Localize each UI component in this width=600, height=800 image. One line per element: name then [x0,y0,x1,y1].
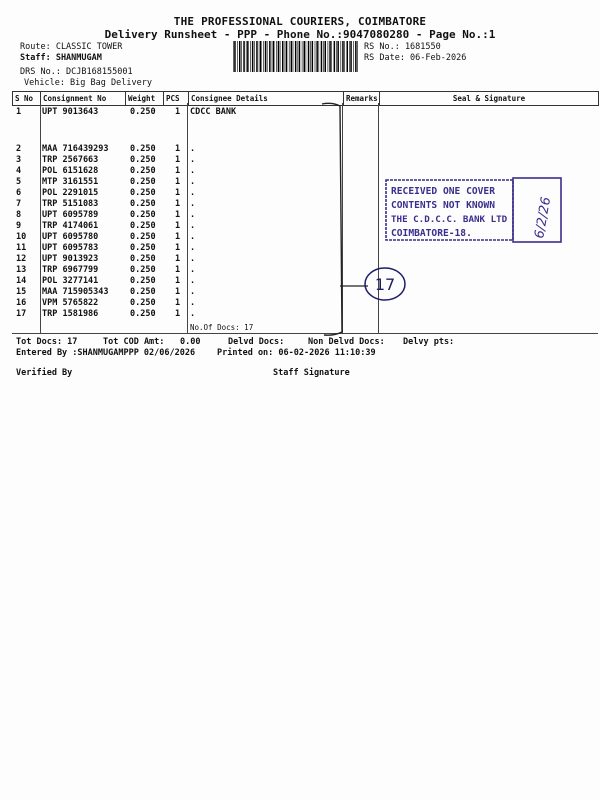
table-row [12,210,342,221]
staff-label: Staff: SHANMUGAM [20,53,102,63]
row-weight: 0.250 [130,210,156,220]
row-pcs: 1 [175,107,181,117]
row-consignee: . [190,221,196,231]
bank-received-stamp [383,177,565,245]
row-weight: 0.250 [130,309,156,319]
row-consignment: TRP 4174061 [42,221,99,231]
table-row [12,243,342,254]
table-row [12,276,342,287]
row-consignment: TRP 2567663 [42,155,99,165]
row-consignee: . [190,298,196,308]
table-row [12,221,342,232]
row-consignee: CDCC BANK [190,107,237,117]
col-remarks: Remarks [344,92,380,106]
stamp-handwritten-date: 6/2/26 [532,195,555,240]
row-sno: 16 [16,298,27,308]
row-consignee: . [190,166,196,176]
row-consignment: UPT 6095780 [42,232,99,242]
row-pcs: 1 [175,232,181,242]
row-weight: 0.250 [130,188,156,198]
row-sno: 11 [16,243,27,253]
row-sno: 10 [16,232,27,242]
row-pcs: 1 [175,210,181,220]
row-weight: 0.250 [130,287,156,297]
handwritten-bracket [320,100,380,340]
row-pcs: 1 [175,177,181,187]
row-weight: 0.250 [130,107,156,117]
row-pcs: 1 [175,254,181,264]
row-pcs: 1 [175,276,181,286]
row-weight: 0.250 [130,144,156,154]
row-sno: 8 [16,210,22,220]
row-weight: 0.250 [130,177,156,187]
row-pcs: 1 [175,309,181,319]
stamp-line3: THE C.D.C.C. BANK LTD [391,214,508,225]
row-consignment: UPT 6095789 [42,210,99,220]
stamp-line4: COIMBATORE-18. [391,228,472,239]
row-pcs: 1 [175,166,181,176]
table-row [12,199,342,210]
row-sno: 4 [16,166,22,176]
row-sno: 7 [16,199,22,209]
row-sno: 1 [16,107,22,117]
row-consignment: MTP 3161551 [42,177,99,187]
table-row [12,188,342,199]
row-consignment: POL 3277141 [42,276,99,286]
runsheet-table-header [12,91,599,106]
row-pcs: 1 [175,221,181,231]
runsheet-rows [12,107,342,327]
row-sno: 15 [16,287,27,297]
row-consignee: . [190,144,196,154]
table-row [12,254,342,265]
rs-number: RS No.: 1681550 [364,42,441,52]
row-consignee: . [190,265,196,275]
row-sno: 2 [16,144,22,154]
table-row [12,309,342,320]
table-row [12,232,342,243]
rs-date: RS Date: 06-Feb-2026 [364,53,467,63]
table-row [12,177,342,188]
table-row [12,144,342,155]
circled-count-text: 17 [374,275,396,294]
staff-signature: Staff Signature [273,368,350,378]
divider [12,333,598,334]
route-label: Route: CLASSIC TOWER [20,42,123,52]
row-consignee: . [190,276,196,286]
row-consignment: TRP 5151083 [42,199,99,209]
no-of-docs: No.Of Docs: 17 [190,323,254,332]
tot-docs: Tot Docs: 17 [16,337,78,347]
row-pcs: 1 [175,188,181,198]
row-consignment: TRP 1581986 [42,309,99,319]
tot-cod-amount: 0.00 [180,337,201,347]
row-consignment: UPT 9013643 [42,107,99,117]
row-sno: 9 [16,221,22,231]
delvd-docs: Delvd Docs: [228,337,285,347]
barcode [233,41,359,72]
row-sno: 3 [16,155,22,165]
col-weight: Weight [126,92,164,106]
row-consignee: . [190,210,196,220]
circled-count-annotation [362,264,408,304]
row-sno: 17 [16,309,27,319]
stamp-line2: CONTENTS NOT KNOWN [391,200,495,211]
row-weight: 0.250 [130,221,156,231]
entered-by: Entered By :SHANMUGAMPPP 02/06/2026 [16,348,196,358]
row-consignee: . [190,309,196,319]
row-consignee: . [190,243,196,253]
row-consignment: TRP 6967799 [42,265,99,275]
row-pcs: 1 [175,243,181,253]
table-row [12,298,342,309]
col-pcs: PCS [164,92,189,106]
row-pcs: 1 [175,155,181,165]
table-row [12,155,342,166]
row-consignment: MAA 715905343 [42,287,109,297]
row-consignee: . [190,232,196,242]
row-weight: 0.250 [130,265,156,275]
col-consignment: Consignment No [41,92,126,106]
row-sno: 5 [16,177,22,187]
stamp-line1: RECEIVED ONE COVER [391,186,495,197]
row-weight: 0.250 [130,155,156,165]
row-consignee: . [190,177,196,187]
row-weight: 0.250 [130,243,156,253]
non-delvd-docs: Non Delvd Docs: [308,337,385,347]
row-sno: 13 [16,265,27,275]
col-consignee: Consignee Details [189,92,344,106]
row-weight: 0.250 [130,298,156,308]
row-sno: 12 [16,254,27,264]
company-title: THE PROFESSIONAL COURIERS, COIMBATORE [173,15,427,28]
row-weight: 0.250 [130,232,156,242]
row-pcs: 1 [175,265,181,275]
printed-on: Printed on: 06-02-2026 11:10:39 [217,348,376,358]
row-consignee: . [190,188,196,198]
col-seal: Seal & Signature [380,92,599,106]
row-pcs: 1 [175,287,181,297]
row-consignment: VPM 5765822 [42,298,99,308]
row-consignment: POL 6151628 [42,166,99,176]
table-row [12,287,342,298]
row-consignee: . [190,199,196,209]
row-pcs: 1 [175,298,181,308]
row-sno: 6 [16,188,22,198]
vehicle-label: Vehicle: Big Bag Delivery [24,78,152,88]
delvy-pts: Delvy pts: [403,337,455,347]
row-consignment: POL 2291015 [42,188,99,198]
row-pcs: 1 [175,144,181,154]
row-pcs: 1 [175,199,181,209]
drs-number: DRS No.: DCJB168155001 [20,67,133,77]
row-consignment: UPT 6095783 [42,243,99,253]
row-weight: 0.250 [130,199,156,209]
table-row [12,265,342,276]
table-row [12,107,342,118]
row-consignee: . [190,155,196,165]
row-weight: 0.250 [130,254,156,264]
verified-by: Verified By [16,368,73,378]
col-sno: S No [13,92,41,106]
tot-cod-label: Tot COD Amt: [103,337,165,347]
row-consignment: MAA 716439293 [42,144,109,154]
row-consignee: . [190,254,196,264]
row-weight: 0.250 [130,276,156,286]
row-weight: 0.250 [130,166,156,176]
row-sno: 14 [16,276,27,286]
row-consignment: UPT 9013923 [42,254,99,264]
runsheet-subtitle: Delivery Runsheet - PPP - Phone No.:9047080280 - Page No.:1 [104,28,496,41]
row-consignee: . [190,287,196,297]
table-row [12,166,342,177]
